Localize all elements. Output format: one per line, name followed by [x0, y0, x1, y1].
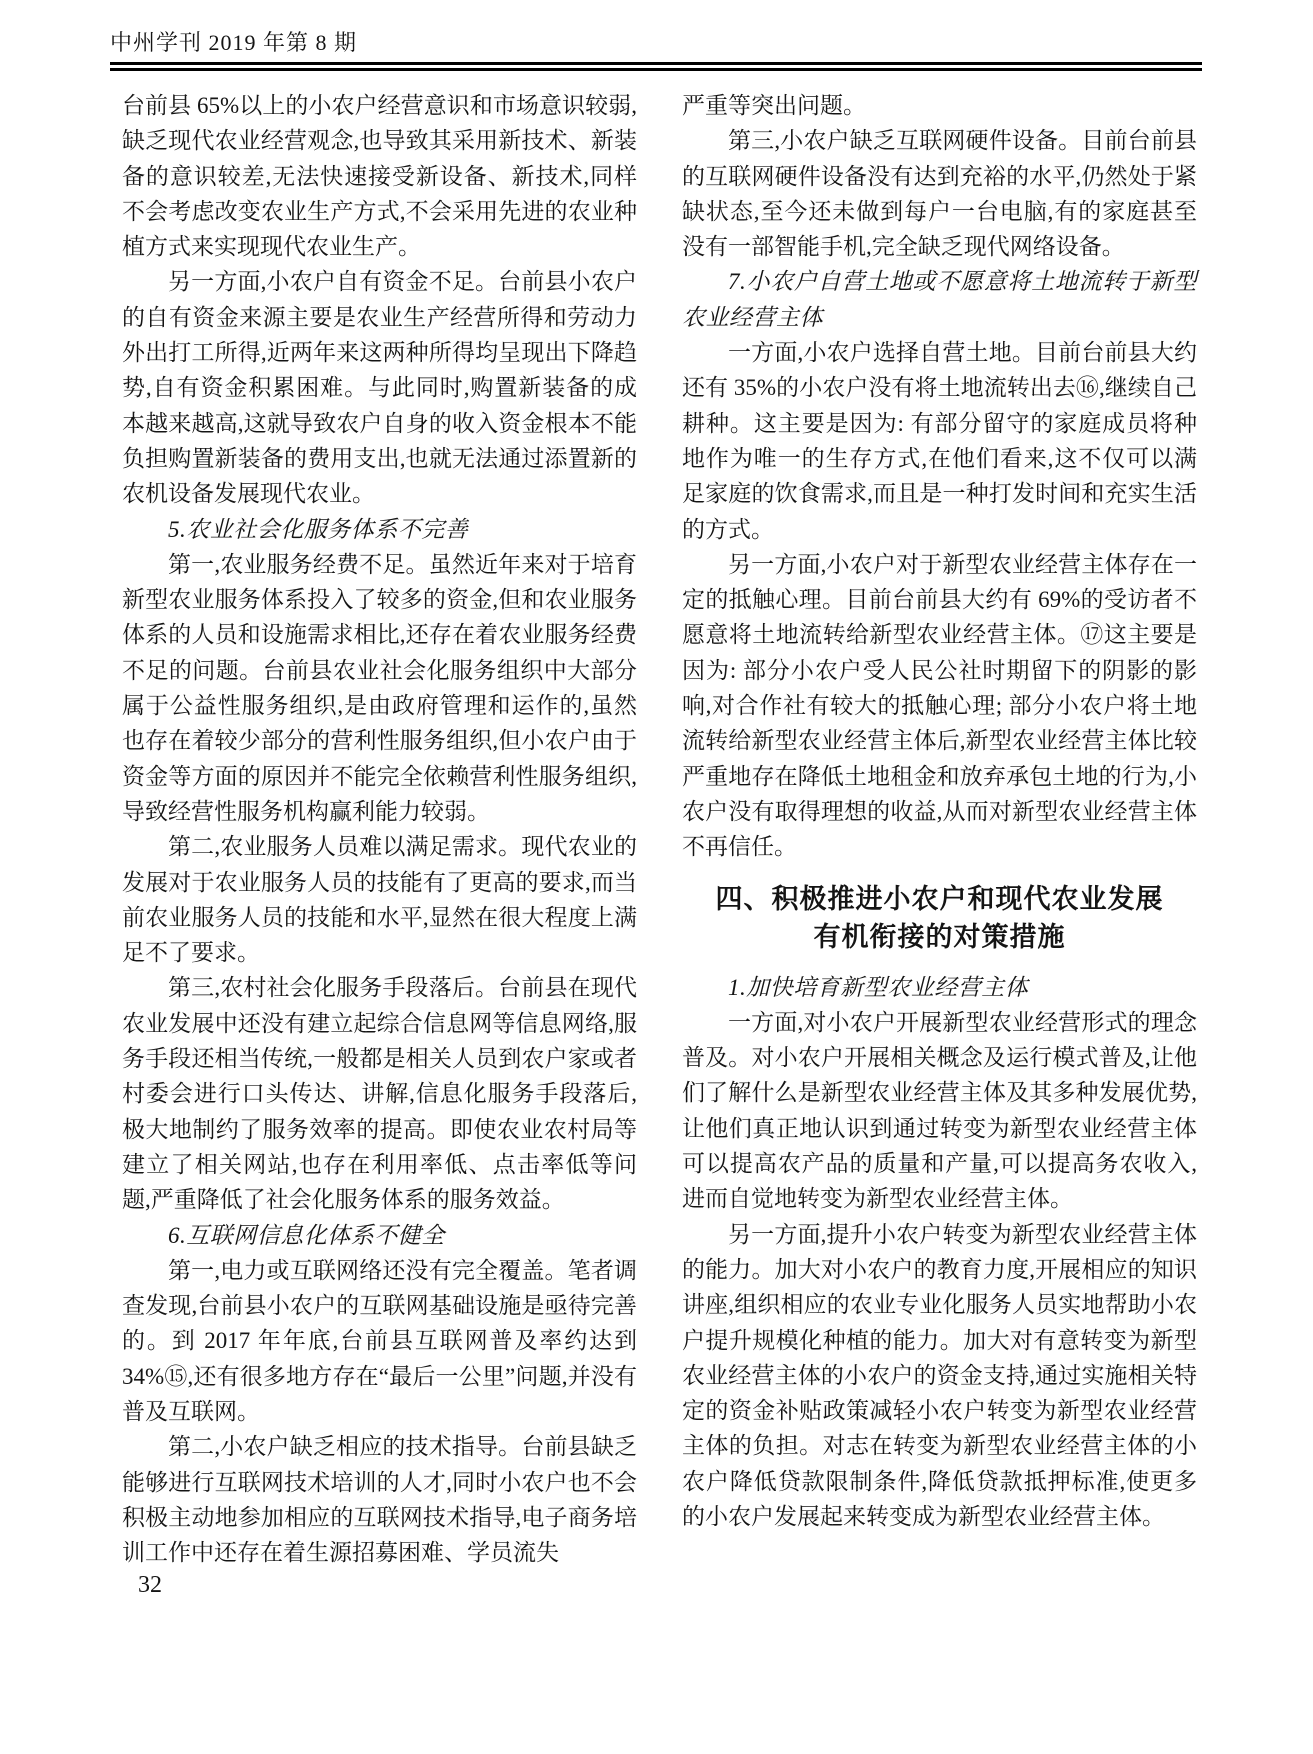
paragraph-continuation: 台前县 65%以上的小农户经营意识和市场意识较弱,缺乏现代农业经营观念,也导致其采用新技术、新装备的意识较差,无法快速接受新设备、新技术,同样不会考虑改变农业生产方式,不会采用先进的农业种植方式来实现现代农业生产。 — [122, 93, 637, 260]
section-4-heading — [682, 880, 1197, 956]
subsection-heading-6: 6.互联网信息化体系不健全 — [168, 1222, 445, 1248]
right-column — [682, 88, 1197, 1570]
paragraph: 第二,农业服务人员难以满足需求。现代农业的发展对于农业服务人员的技能有了更高的要求,而当前农业服务人员的技能和水平,显然在很大程度上满足不了要求。 — [122, 834, 637, 966]
paragraph: 第二,小农户缺乏相应的技术指导。台前县缺乏能够进行互联网技术培训的人才,同时小农户也不会积极主动地参加相应的互联网技术指导,电子商务培训工作中还存在着生源招募困难、学员流失 — [122, 1434, 637, 1566]
header-divider-rule — [110, 62, 1202, 71]
paragraph-continuation: 严重等突出问题。 — [682, 93, 866, 118]
paragraph: 第一,电力或互联网络还没有完全覆盖。笔者调查发现,台前县小农户的互联网基础设施是亟待完善的。到 2017 年年底,台前县互联网普及率约达到 34%⑮,还有很多地方存在“最后一公里”问题,并没有普及互联网。 — [122, 1257, 637, 1424]
page-number: 32 — [138, 1572, 162, 1598]
section-4-heading-line-1: 四、积极推进小农户和现代农业发展 — [715, 883, 1164, 914]
paragraph: 另一方面,提升小农户转变为新型农业经营主体的能力。加大对小农户的教育力度,开展相应的知识讲座,组织相应的农业专业化服务人员实地帮助小农户提升规模化种植的能力。加大对有意转变为新型农业经营主体的小农户的资金支持,通过实施相关特定的资金补贴政策减轻小农户转变为新型农业经营主体的负担。对志在转变为新型农业经营主体的小农户降低贷款限制条件,降低贷款抵押标准,使更多的小农户发展起来转变成为新型农业经营主体。 — [682, 1221, 1197, 1529]
subsection-heading-1: 1.加快培育新型农业经营主体 — [728, 974, 1029, 1000]
paragraph: 一方面,对小农户开展新型农业经营形式的理念普及。对小农户开展相关概念及运行模式普及,让他们了解什么是新型农业经营主体及其多种发展优势,让他们真正地认识到通过转变为新型农业经营主体可以提高农产品的质量和产量,可以提高务农收入,进而自觉地转变为新型农业经营主体。 — [682, 1009, 1197, 1212]
paragraph: 一方面,小农户选择自营土地。目前台前县大约还有 35%的小农户没有将土地流转出去⑯,继续自己耕种。这主要是因为: 有部分留守的家庭成员将种地作为唯一的生存方式,在他们看来,这不仅可以满足家庭的饮食需求,而且是一种打发时间和充实生活的方式。 — [682, 340, 1197, 542]
left-column — [122, 88, 637, 1570]
paragraph: 另一方面,小农户自有资金不足。台前县小农户的自有资金来源主要是农业生产经营所得和劳动力外出打工所得,近两年来这两种所得均呈现出下降趋势,自有资金积累困难。与此同时,购置新装备的成本越来越高,这就导致农户自身的收入资金根本不能负担购置新装备的费用支出,也就无法通过添置新的农机设备发展现代农业。 — [122, 269, 637, 507]
two-column-body — [122, 88, 1197, 1570]
journal-issue-header: 中州学刊 2019 年第 8 期 — [110, 30, 358, 55]
subsection-heading-5: 5.农业社会化服务体系不完善 — [168, 516, 469, 542]
paragraph: 另一方面,小农户对于新型农业经营主体存在一定的抵触心理。目前台前县大约有 69%的受访者不愿意将土地流转给新型农业经营主体。⑰这主要是因为: 部分小农户受人民公社时期留下的阴影的影响,对合作社有较大的抵触心理; 部分小农户将土地流转给新型农业经营主体后,新型农业经营主体比较严重地存在降低土地租金和放弃承包土地的行为,小农户没有取得理想的收益,从而对新型农业经营主体不再信任。 — [682, 551, 1197, 860]
paragraph: 第三,小农户缺乏互联网硬件设备。目前台前县的互联网硬件设备没有达到充裕的水平,仍然处于紧缺状态,至今还未做到每户一台电脑,有的家庭甚至没有一部智能手机,完全缺乏现代网络设备。 — [682, 128, 1197, 260]
paragraph: 第一,农业服务经费不足。虽然近年来对于培育新型农业服务体系投入了较多的资金,但和农业服务体系的人员和设施需求相比,还存在着农业服务经费不足的问题。台前县农业社会化服务组织中大部分属于公益性服务组织,是由政府管理和运作的,虽然也存在着较少部分的营利性服务组织,但小农户由于资金等方面的原因并不能完全依赖营利性服务组织,导致经营性服务机构赢利能力较弱。 — [122, 551, 637, 824]
section-4-heading-line-2: 有机衔接的对策措施 — [813, 921, 1066, 952]
subsection-heading-7: 7.小农户自营土地或不愿意将土地流转于新型农业经营主体 — [682, 269, 1197, 330]
paragraph: 第三,农村社会化服务手段落后。台前县在现代农业发展中还没有建立起综合信息网等信息网络,服务手段还相当传统,一般都是相关人员到农户家或者村委会进行口头传达、讲解,信息化服务手段落后,极大地制约了服务效率的提高。即使农业农村局等建立了相关网站,也存在利用率低、点击率低等问题,严重降低了社会化服务体系的服务效益。 — [122, 975, 637, 1213]
